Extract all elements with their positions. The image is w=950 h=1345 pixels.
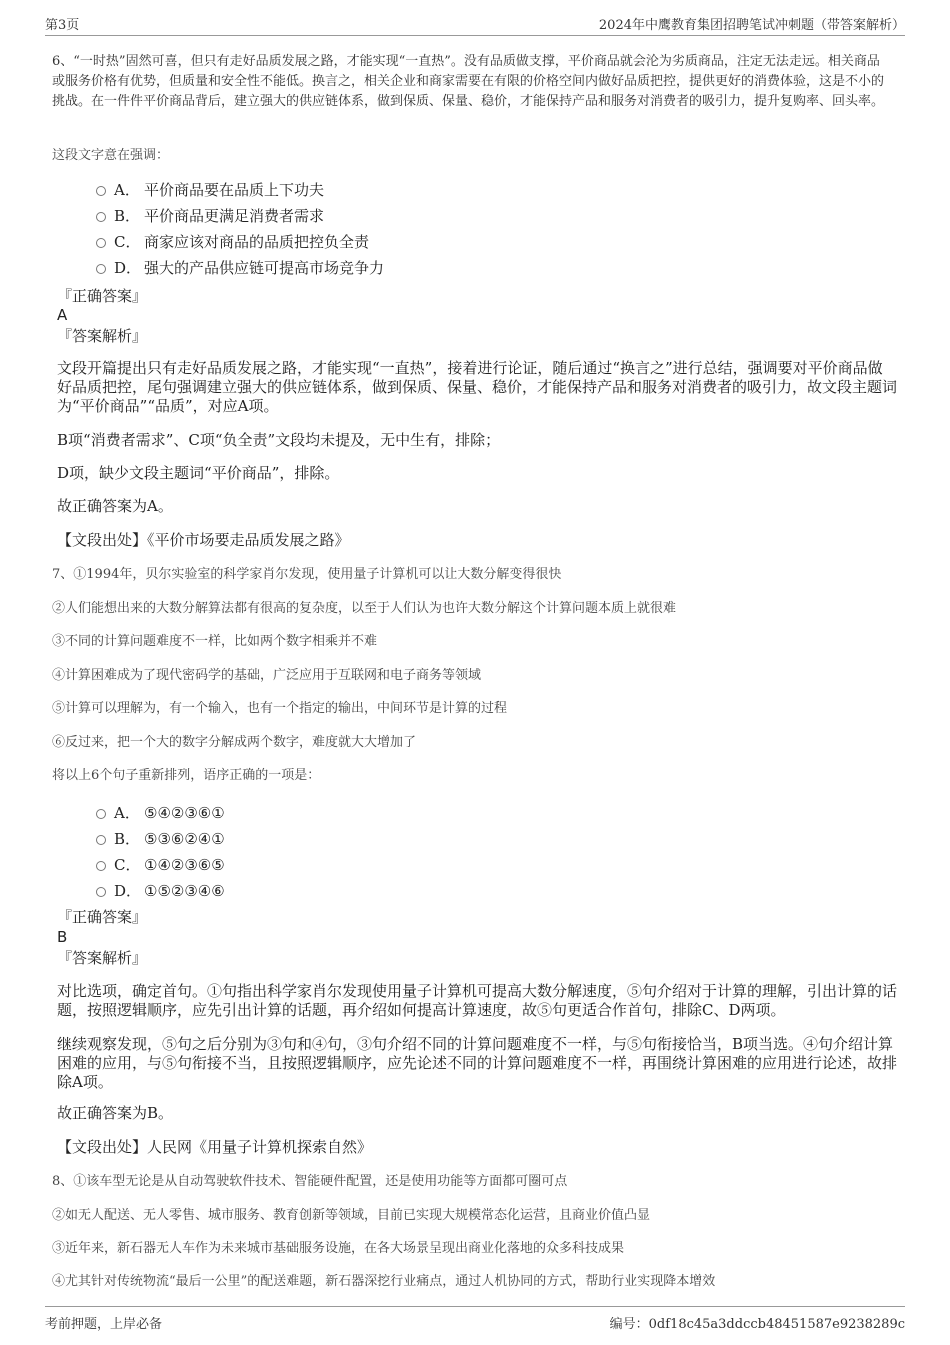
q6-analysis-p2: B项“消费者需求”、C项“负全责”文段均未提及，无中生有，排除； (57, 431, 501, 449)
q6-correct-answer: A (57, 306, 68, 324)
radio-icon[interactable] (96, 809, 106, 819)
q8-sentence-1: 8、①该车型无论是从自动驾驶软件技术、智能硬件配置，还是使用功能等方面都可圈可点 (52, 1174, 568, 1189)
q7-option-d[interactable]: D． ①⑤②③④⑥ (96, 881, 225, 901)
radio-icon[interactable] (96, 835, 106, 845)
q6-option-c[interactable]: C． 商家应该对商品的品质把控负全责 (96, 232, 369, 252)
footer-document-id: 编号：0df18c45a3ddccb48451587e9238289c (609, 1317, 905, 1332)
q7-analysis-p1: 对比选项，确定首句。①句指出科学家肖尔发现使用量子计算机可提高大数分解速度，⑤句介绍对于计算的理解，引出计算的话题，按照逻辑顺序，应先引出计算的话题，再介绍如何提高计算速度，故⑤句更适合作首句，排除C、D两项。 (57, 982, 898, 1019)
q7-question: 将以上6个句子重新排列，语序正确的一项是： (52, 768, 321, 783)
footer-slogan: 考前押题，上岸必备 (45, 1317, 163, 1332)
q6-option-b[interactable]: B． 平价商品更满足消费者需求 (96, 206, 324, 226)
q7-sentence-5: ⑤计算可以理解为，有一个输入，也有一个指定的输出，中间环节是计算的过程 (52, 701, 508, 716)
q7-analysis-label: 『答案解析』 (57, 949, 148, 967)
document-title: 2024年中鹰教育集团招聘笔试冲刺题（带答案解析） (598, 18, 905, 33)
radio-icon[interactable] (96, 861, 106, 871)
q7-sentence-3: ③不同的计算问题难度不一样，比如两个数字相乘并不难 (52, 634, 378, 649)
q6-analysis-label: 『答案解析』 (57, 327, 148, 345)
footer-divider (45, 1306, 905, 1307)
q7-source: 【文段出处】人民网《用量子计算机探索自然》 (57, 1138, 373, 1156)
radio-icon[interactable] (96, 238, 106, 248)
q7-analysis-p3: 故正确答案为B。 (57, 1104, 174, 1122)
q8-sentence-4: ④尤其针对传统物流“最后一公里”的配送难题，新石器深挖行业痛点，通过人机协同的方式，帮助行业实现降本增效 (52, 1274, 716, 1289)
q7-option-b[interactable]: B． ⑤③⑥②④① (96, 829, 225, 849)
header-divider (45, 35, 905, 36)
q7-sentence-2: ②人们能想出来的大数分解算法都有很高的复杂度，以至于人们认为也许大数分解这个计算问题本质上就很难 (52, 601, 677, 616)
q6-correct-label: 『正确答案』 (57, 287, 148, 305)
radio-icon[interactable] (96, 887, 106, 897)
q6-option-a[interactable]: A． 平价商品要在品质上下功夫 (96, 180, 324, 200)
q7-correct-label: 『正确答案』 (57, 908, 148, 926)
q6-question: 这段文字意在强调： (52, 148, 170, 163)
q7-sentence-4: ④计算困难成为了现代密码学的基础，广泛应用于互联网和电子商务等领域 (52, 668, 482, 683)
q6-stem: 6、“一时热”固然可喜，但只有走好品质发展之路，才能实现“一直热”。没有品质做支撑，平价商品就会沦为劣质商品，注定无法走远。相关商品或服务价格有优势，但质量和安全性不能低。换言之，相关企业和商家需要在有限的价格空间内做好品质把控，提供更好的消费体验，这是不小的挑战。在一件件平价商品背后，建立强大的供应链体系，做到保质、保量、稳价，才能保持产品和服务对消费者的吸引力，提升复购率、回头率。 (52, 54, 885, 109)
q7-correct-answer: B (57, 928, 68, 946)
q7-analysis-p2: 继续观察发现，⑤句之后分别为③句和④句，③句介绍不同的计算问题难度不一样，与⑤句衔接恰当，B项当选。④句介绍计算困难的应用，与⑤句衔接不当，且按照逻辑顺序，应先论述不同的计算问题难度不一样，再围绕计算困难的应用进行论述，故排除A项。 (57, 1035, 898, 1091)
q7-sentence-6: ⑥反过来，把一个大的数字分解成两个数字，难度就大大增加了 (52, 735, 417, 750)
q7-option-c[interactable]: C． ①④②③⑥⑤ (96, 855, 225, 875)
radio-icon[interactable] (96, 264, 106, 274)
q8-sentence-3: ③近年来，新石器无人车作为未来城市基础服务设施，在各大场景呈现出商业化落地的众多科技成果 (52, 1241, 625, 1256)
q7-option-a[interactable]: A． ⑤④②③⑥① (96, 803, 225, 823)
q6-analysis-p3: D项，缺少文段主题词“平价商品”，排除。 (57, 464, 340, 482)
radio-icon[interactable] (96, 212, 106, 222)
q6-source: 【文段出处】《平价市场要走品质发展之路》 (57, 531, 350, 549)
q7-sentence-1: 7、①1994年，贝尔实验室的科学家肖尔发现，使用量子计算机可以让大数分解变得很快 (52, 567, 562, 582)
q6-option-d[interactable]: D． 强大的产品供应链可提高市场竞争力 (96, 258, 384, 278)
page-number: 第3页 (45, 18, 80, 33)
q6-analysis-p4: 故正确答案为A。 (57, 497, 173, 515)
radio-icon[interactable] (96, 186, 106, 196)
q6-analysis-p1: 文段开篇提出只有走好品质发展之路，才能实现“一直热”，接着进行论证，随后通过“换言之”进行总结，强调要对平价商品做好品质把控，尾句强调建立强大的供应链体系，做到保质、保量、稳价，才能保持产品和服务对消费者的吸引力，故文段主题词为“平价商品”“品质”，对应A项。 (57, 359, 898, 415)
q8-sentence-2: ②如无人配送、无人零售、城市服务、教育创新等领域，目前已实现大规模常态化运营，且商业价值凸显 (52, 1208, 651, 1223)
